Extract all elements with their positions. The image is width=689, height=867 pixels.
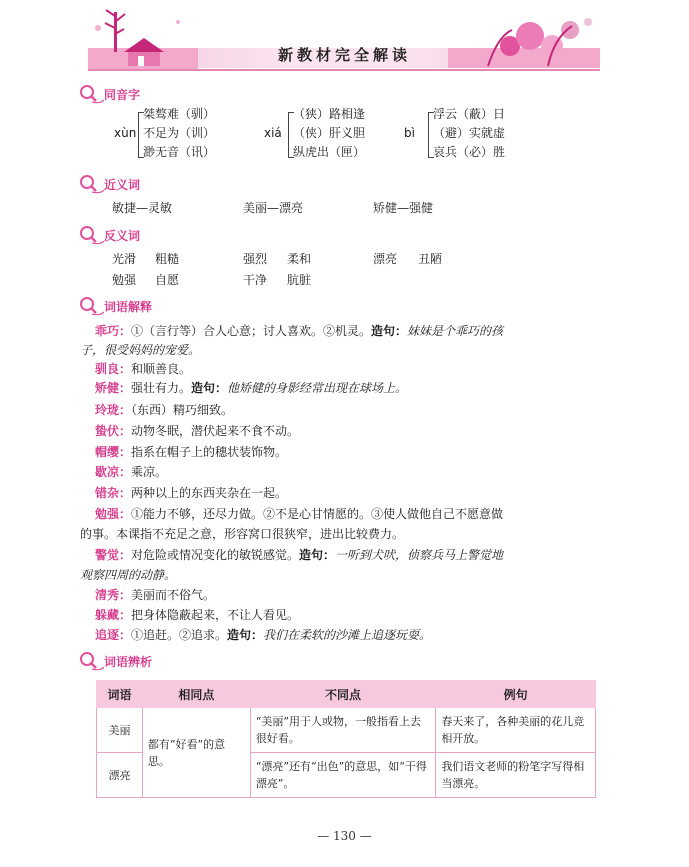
column-header: 词语 [97,681,143,708]
definition-text: （东西）精巧细致。 [131,403,234,417]
homophone-word: （狭）路相逢 [293,107,366,121]
term: 帽缨： [95,445,132,459]
example-label: 造句： [227,628,264,642]
pinyin-xun: xùn [114,126,137,140]
term: 错杂： [95,486,132,500]
antonym-word: 光滑 [112,252,137,266]
example-label: 造句： [371,324,408,338]
table-word: 漂亮 [97,753,143,798]
antonym-word: 漂亮 [373,252,398,266]
term: 驯良： [95,362,132,376]
definition-linglong [95,401,609,420]
definition-text: 美丽而不俗气。 [131,588,216,602]
definition-zhefu [95,422,609,441]
table-header-row [97,681,596,708]
section-analysis [78,651,152,671]
definition-zhuizhu [95,626,609,645]
antonym-word: 肮脏 [287,273,312,287]
magnifier-icon [78,651,104,671]
antonym-word: 强烈 [243,252,268,266]
definition-text: 指系在帽子上的穗状装饰物。 [131,445,288,459]
table-common: 都有“好看”的意思。 [142,708,250,798]
page-header [0,0,689,80]
section-title: 近义词 [104,177,141,192]
term: 玲珑： [95,403,132,417]
synonym-pair: 敏捷—灵敏 [112,201,173,215]
section-title: 反义词 [104,228,141,243]
section-synonyms [78,174,140,194]
example-text: 一听到犬吠，侦察兵马上警觉地 [335,548,504,562]
homophone-word: 桀骜难（驯） [143,107,216,121]
example-label: 造句： [299,548,336,562]
term: 躲藏： [95,608,132,622]
table-diff: “美丽”用于人或物，一般指看上去很好看。 [250,708,436,753]
antonym-word: 粗糙 [155,252,180,266]
example-text: 妹妹是个乖巧的孩 [407,324,504,338]
antonym-word: 自愿 [155,273,180,287]
antonym-word: 干净 [243,273,268,287]
example-text: 他矫健的身影经常出现在球场上。 [227,381,408,395]
homophone-word: 渺无音（讯） [143,145,216,159]
column-header: 不同点 [250,681,436,708]
homophone-word: （避）实就虚 [433,126,506,140]
column-header: 相同点 [142,681,250,708]
table-row [97,708,596,753]
column-header: 例句 [436,681,596,708]
definition-text: 动物冬眠，潜伏起来不食不动。 [131,424,300,438]
definition-continuation: 子，很受妈妈的宠爱。 [80,343,201,357]
definition-mianqiang [95,505,609,524]
definition-continuation: 的事。本课指不充足之意，形容窝口很狭窄，进出比较费力。 [80,527,405,541]
pinyin-bi: bì [404,126,415,140]
section-title: 词语辨析 [104,654,153,669]
definition-text: ①（言行等）合人心意；讨人喜欢。②机灵。 [131,324,372,338]
header-divider [88,69,600,71]
antonym-word: 丑陋 [418,252,443,266]
definition-text: 强壮有力。 [131,381,192,395]
section-explanation [78,296,152,316]
definition-jiaojian [95,379,609,398]
synonym-pair: 矫健—强健 [373,201,434,215]
magnifier-icon [78,225,104,245]
table-word: 美丽 [97,708,143,753]
term: 追逐： [95,628,132,642]
antonym-word: 勉强 [112,273,137,287]
page-number: — 130 — [317,829,372,843]
definition-qingxiu [95,586,609,605]
example-label: 造句： [191,381,228,395]
definition-xieliang [95,463,609,482]
term: 警觉： [95,548,132,562]
term: 蛰伏： [95,424,132,438]
definition-text: 两种以上的东西夹杂在一起。 [131,486,288,500]
definition-guaiqiao [95,322,609,341]
definition-continuation: 观察四周的动静。 [80,568,177,582]
homophone-word: 哀兵（必）胜 [433,145,506,159]
magnifier-icon [78,296,104,316]
term: 乖巧： [95,324,132,338]
definition-text: ①能力不够，还尽力做。②不是心甘情愿的。③使人做他自己不愿意做 [131,507,504,521]
table-diff: “漂亮”还有“出色”的意思，如“干得漂亮”。 [250,753,436,798]
term: 勉强： [95,507,132,521]
definition-text: 把身体隐蔽起来，不让人看见。 [131,608,300,622]
definition-maoying [95,443,609,462]
section-antonyms [78,225,140,245]
table-example: 我们语文老师的粉笔字写得相当漂亮。 [436,753,596,798]
term: 歇凉： [95,465,132,479]
term: 清秀： [95,588,132,602]
homophone-word: 纵虎出（匣） [293,145,366,159]
synonym-pair: 美丽—漂亮 [243,201,304,215]
definition-text: ①追赶。②追求。 [131,628,228,642]
term: 矫健： [95,381,132,395]
homophone-word: （侠）肝义胆 [293,126,366,140]
definition-text: 和顺善良。 [131,362,192,376]
section-homophones [78,84,140,104]
magnifier-icon [78,84,104,104]
definition-text: 乘凉。 [131,465,168,479]
section-title: 同音字 [104,87,141,102]
section-title: 词语解释 [104,299,153,314]
definition-duocang [95,606,609,625]
example-text: 我们在柔软的沙滩上追逐玩耍。 [263,628,432,642]
definition-text: 对危险或情况变化的敏锐感觉。 [131,548,300,562]
definition-xunliang [95,360,609,379]
homophone-word: 不足为（训） [143,126,216,140]
homophone-word: 浮云（蔽）日 [433,107,506,121]
table-example: 春天来了，各种美丽的花儿竞相开放。 [436,708,596,753]
antonym-word: 柔和 [287,252,312,266]
header-title: 新教材完全解读 [277,46,411,64]
definition-jingjue [95,546,609,565]
comparison-table [96,680,596,798]
magnifier-icon [78,174,104,194]
pinyin-xia: xiá [264,126,282,140]
definition-cuoza [95,484,609,503]
